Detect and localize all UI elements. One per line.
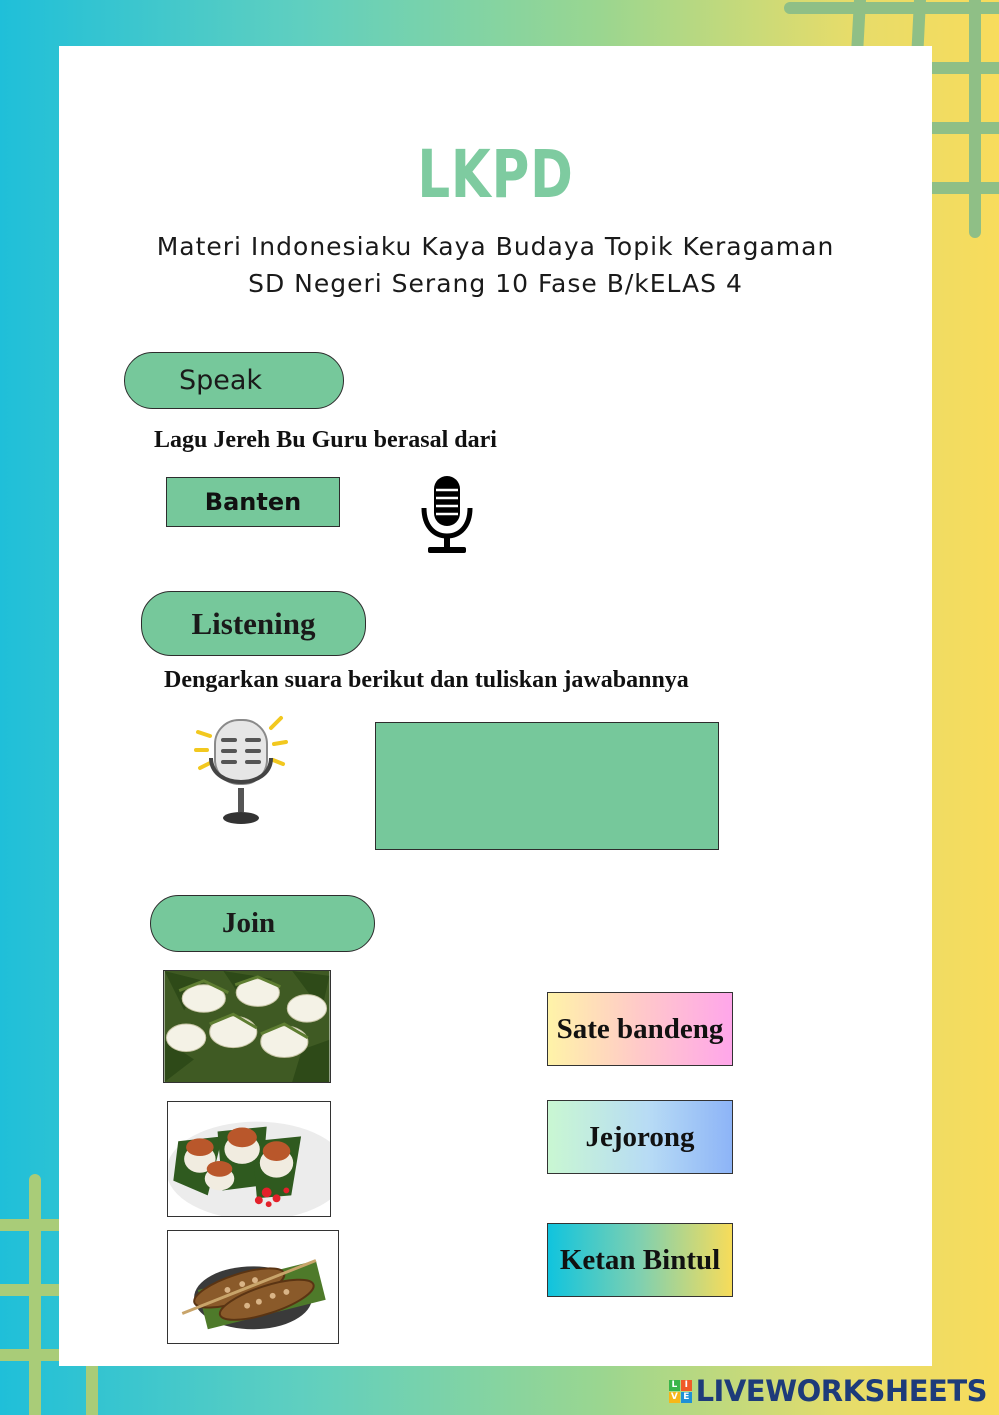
- subtitle-line-2: SD Negeri Serang 10 Fase B/kELAS 4: [248, 269, 743, 298]
- join-label-text: Join: [222, 907, 276, 939]
- audio-microphone-icon[interactable]: [193, 714, 289, 829]
- logo-letter-v: V: [669, 1392, 680, 1403]
- worksheet-page: [59, 46, 932, 1366]
- listening-section-label: [141, 591, 366, 656]
- listening-label-text: Listening: [191, 605, 316, 641]
- page-title: LKPD: [417, 136, 574, 213]
- logo-letter-i: I: [681, 1380, 692, 1391]
- sate-bandeng-photo[interactable]: [167, 1230, 339, 1344]
- word-card-sate-bandeng[interactable]: Sate bandeng: [547, 992, 733, 1066]
- ketan-bintul-photo[interactable]: [163, 970, 331, 1083]
- word-card-jejorong[interactable]: Jejorong: [547, 1100, 733, 1174]
- logo-letter-l: L: [669, 1380, 680, 1391]
- liveworksheets-logo-icon: [669, 1380, 692, 1403]
- speak-answer-box[interactable]: [166, 477, 340, 527]
- listening-answer-box[interactable]: [375, 722, 719, 850]
- subtitle-line-1: Materi Indonesiaku Kaya Budaya Topik Keragaman: [156, 232, 835, 261]
- join-section-label: [150, 895, 375, 952]
- logo-letter-e: E: [681, 1392, 692, 1403]
- speak-label-text: Speak: [179, 365, 263, 396]
- speak-answer-text: Banten: [204, 488, 302, 516]
- liveworksheets-brand-text: LIVEWORKSHEETS: [695, 1374, 987, 1408]
- liveworksheets-logo[interactable]: [669, 1374, 987, 1408]
- jejorong-photo[interactable]: [167, 1101, 331, 1217]
- speak-prompt: Lagu Jereh Bu Guru berasal dari: [154, 427, 497, 453]
- listening-prompt: Dengarkan suara berikut dan tuliskan jawabannya: [164, 667, 689, 693]
- microphone-icon[interactable]: [419, 474, 475, 556]
- word-card-ketan-bintul[interactable]: Ketan Bintul: [547, 1223, 733, 1297]
- speak-section-label: [124, 352, 344, 409]
